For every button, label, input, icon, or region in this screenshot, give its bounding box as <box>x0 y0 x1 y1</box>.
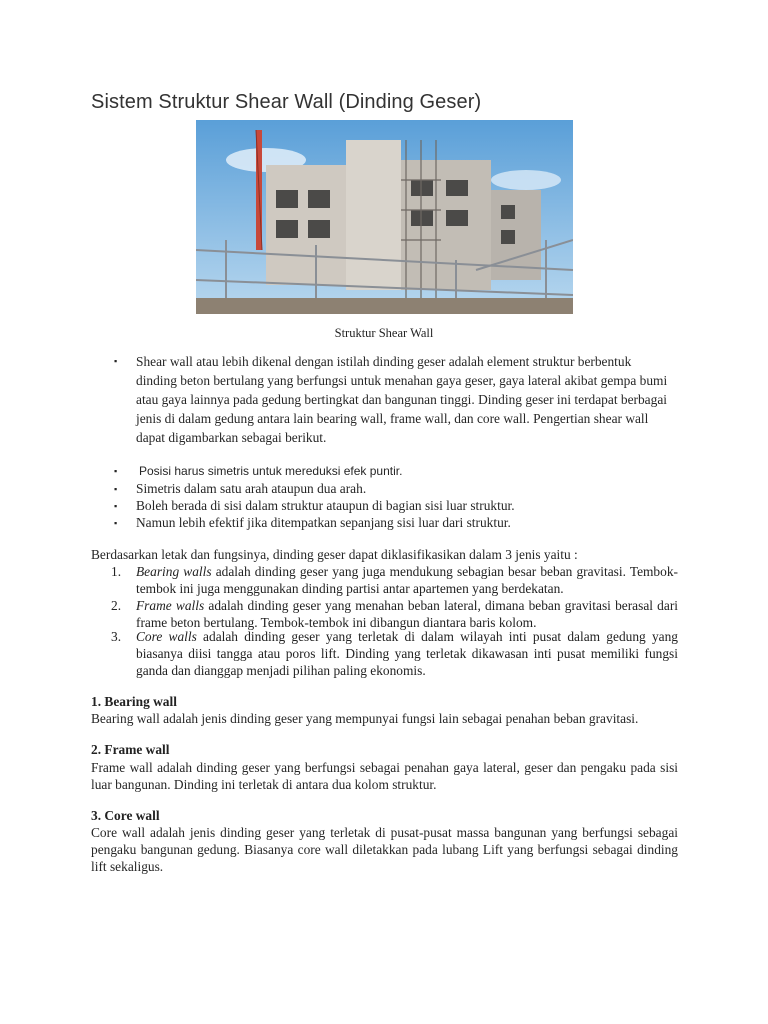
bullet-marker: ▪ <box>114 484 118 494</box>
section-heading: 3. Core wall <box>91 808 160 823</box>
section-heading: 1. Bearing wall <box>91 694 177 709</box>
classification-intro: Berdasarkan letak dan fungsinya, dinding geser dapat diklasifikasikan dalam 3 jenis yaitu : <box>91 547 578 562</box>
list-number: 3. <box>111 629 122 644</box>
construction-image <box>196 120 573 314</box>
list-item: Posisi harus simetris untuk mereduksi efek puntir. <box>139 464 403 478</box>
term: Bearing walls <box>136 564 212 579</box>
type-description: adalah dinding geser yang juga mendukung sebagian besar beban gravitasi. Tembok-tembok ini juga menggunakan dinding partisi antar apartemen yang berdekatan. <box>136 564 678 596</box>
term: Core walls <box>136 629 197 644</box>
bullet-marker: ▪ <box>114 356 118 366</box>
term: Frame walls <box>136 598 205 613</box>
section-heading: 2. Frame wall <box>91 742 170 757</box>
list-item: Simetris dalam satu arah ataupun dua arah. <box>136 481 367 496</box>
type-item-bearing-walls <box>136 563 678 597</box>
list-item: Namun lebih efektif jika ditempatkan sepanjang sisi luar dari struktur. <box>136 515 511 530</box>
section-paragraph: Frame wall adalah dinding geser yang berfungsi sebagai penahan gaya lateral, geser dan pengaku pada sisi luar bangunan. Dinding ini terletak di antara dua kolom struktur. <box>91 760 678 792</box>
type-description: adalah dinding geser yang menahan beban lateral, dimana beban gravitasi berasal dari frame beton bertulang. Tembok-tembok ini dibangun diantara baris kolom. <box>136 598 678 630</box>
image-caption: Struktur Shear Wall <box>334 326 434 340</box>
bullet-marker: ▪ <box>114 501 118 511</box>
type-description: adalah dinding geser yang terletak di dalam wilayah inti pusat dalam gedung yang biasanya diisi tangga atau poros lift. Dinding yang terletak dikawasan inti pusat memiliki fungsi ganda dan dianggap menjadi pilihan paling ekonomis. <box>136 629 678 678</box>
section-paragraph: Bearing wall adalah jenis dinding geser yang mempunyai fungsi lain sebagai penahan beban gravitasi. <box>91 711 639 726</box>
bullet-marker: ▪ <box>114 466 118 476</box>
list-item: Boleh berada di sisi dalam struktur ataupun di bagian sisi luar struktur. <box>136 498 515 513</box>
building-photo <box>196 120 573 314</box>
intro-paragraph: Shear wall atau lebih dikenal dengan istilah dinding geser adalah element struktur berbentuk dinding beton bertulang yang berfungsi untuk menahan gaya geser, gaya lateral akibat gempa bumi atau gaya lainnya pada gedung bertingkat dan bangunan tinggi. Dinding geser ini terdapat berbagai jenis di dalam gedung antara lain bearing wall, frame wall, dan core wall. Pengertian shear wall dapat digambarkan sebagai berikut. <box>136 354 668 445</box>
list-number: 1. <box>111 564 122 579</box>
page-title: Sistem Struktur Shear Wall (Dinding Geser) <box>91 91 482 113</box>
list-number: 2. <box>111 598 122 613</box>
type-item-frame-walls <box>136 597 678 631</box>
type-item-core-walls <box>136 628 678 679</box>
bullet-marker: ▪ <box>114 518 118 528</box>
section-paragraph: Core wall adalah jenis dinding geser yang terletak di pusat-pusat massa bangunan yang berfungsi sebagai pengaku bangunan gedung. Biasanya core wall diletakkan pada lubang Lift yang berfungsi sebagai dinding lift sekaligus. <box>91 825 678 874</box>
